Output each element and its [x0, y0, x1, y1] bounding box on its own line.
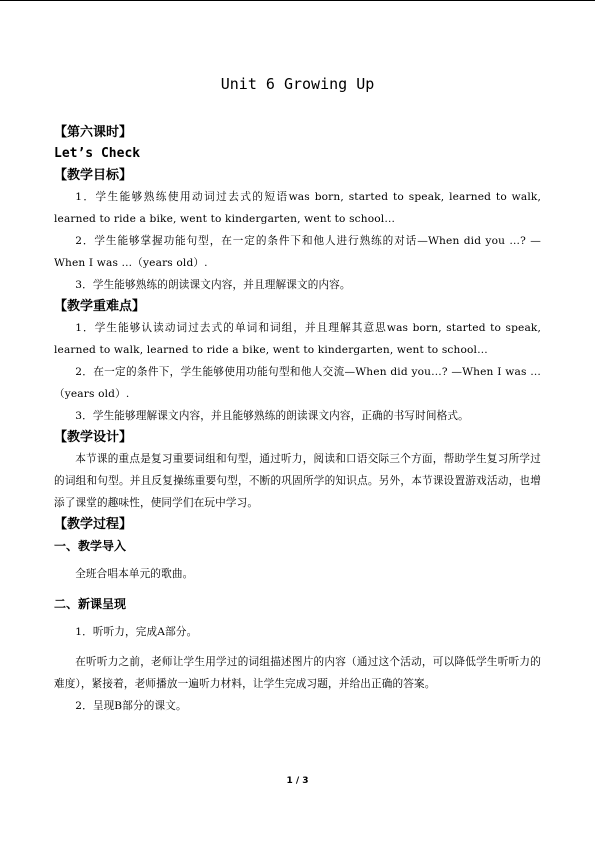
section-title-intro: 一、教学导入	[54, 539, 127, 553]
new-lesson-item: 2．呈现B部分的课文。	[75, 700, 187, 712]
section-title-new-lesson: 二、新课呈现	[54, 597, 127, 611]
new-lesson-item: 1．听听力，完成A部分。	[75, 626, 198, 638]
objective-item: 1．学生能够熟练使用动词过去式的短语was born, started to speak, learned to walk, learned to ride a bike, went to kindergarten, went to school…	[54, 191, 541, 225]
document-body	[54, 122, 541, 717]
lesson-name: Let’s Check	[54, 146, 141, 161]
process-heading: 【教学过程】	[54, 517, 133, 532]
keypoints-heading: 【教学重难点】	[54, 299, 146, 314]
objective-item: 3．学生能够熟练的朗读课文内容，并且理解课文的内容。	[75, 279, 351, 291]
objective-item: 2．学生能够掌握功能句型，在一定的条件下和他人进行熟练的对话—When did you …? —When I was …（years old）.	[54, 235, 541, 269]
keypoint-item: 2．在一定的条件下，学生能够使用功能句型和他人交流—When did you…? —When I was …（years old）.	[54, 366, 541, 400]
document-title: Unit 6 Growing Up	[220, 75, 375, 93]
design-paragraph: 本节课的重点是复习重要词组和句型，通过听力，阅读和口语交际三个方面，帮助学生复习所学过的词组和句型。并且反复操练重要句型，不断的巩固所学的知识点。另外，本节课设置游戏活动，也增添了课堂的趣味性，使同学们在玩中学习。	[54, 453, 541, 509]
lesson-heading: 【第六课时】	[54, 125, 133, 140]
top-border-line	[0, 0, 595, 1]
design-heading: 【教学设计】	[54, 430, 133, 445]
objectives-heading: 【教学目标】	[54, 168, 133, 183]
keypoint-item: 3．学生能够理解课文内容，并且能够熟练的朗读课文内容，正确的书写时间格式。	[75, 410, 469, 422]
page-number: 1 / 3	[286, 776, 309, 786]
keypoint-item: 1．学生能够认读动词过去式的单词和词组，并且理解其意思was born, started to speak, learned to walk, learned to ride a bike, went to kindergarten, went to school…	[54, 322, 541, 356]
new-lesson-item: 在听听力之前，老师让学生用学过的词组描述图片的内容（通过这个活动，可以降低学生听听力的难度），紧接着，老师播放一遍听力材料，让学生完成习题，并给出正确的答案。	[54, 656, 541, 690]
section-intro-text: 全班合唱本单元的歌曲。	[75, 568, 194, 580]
